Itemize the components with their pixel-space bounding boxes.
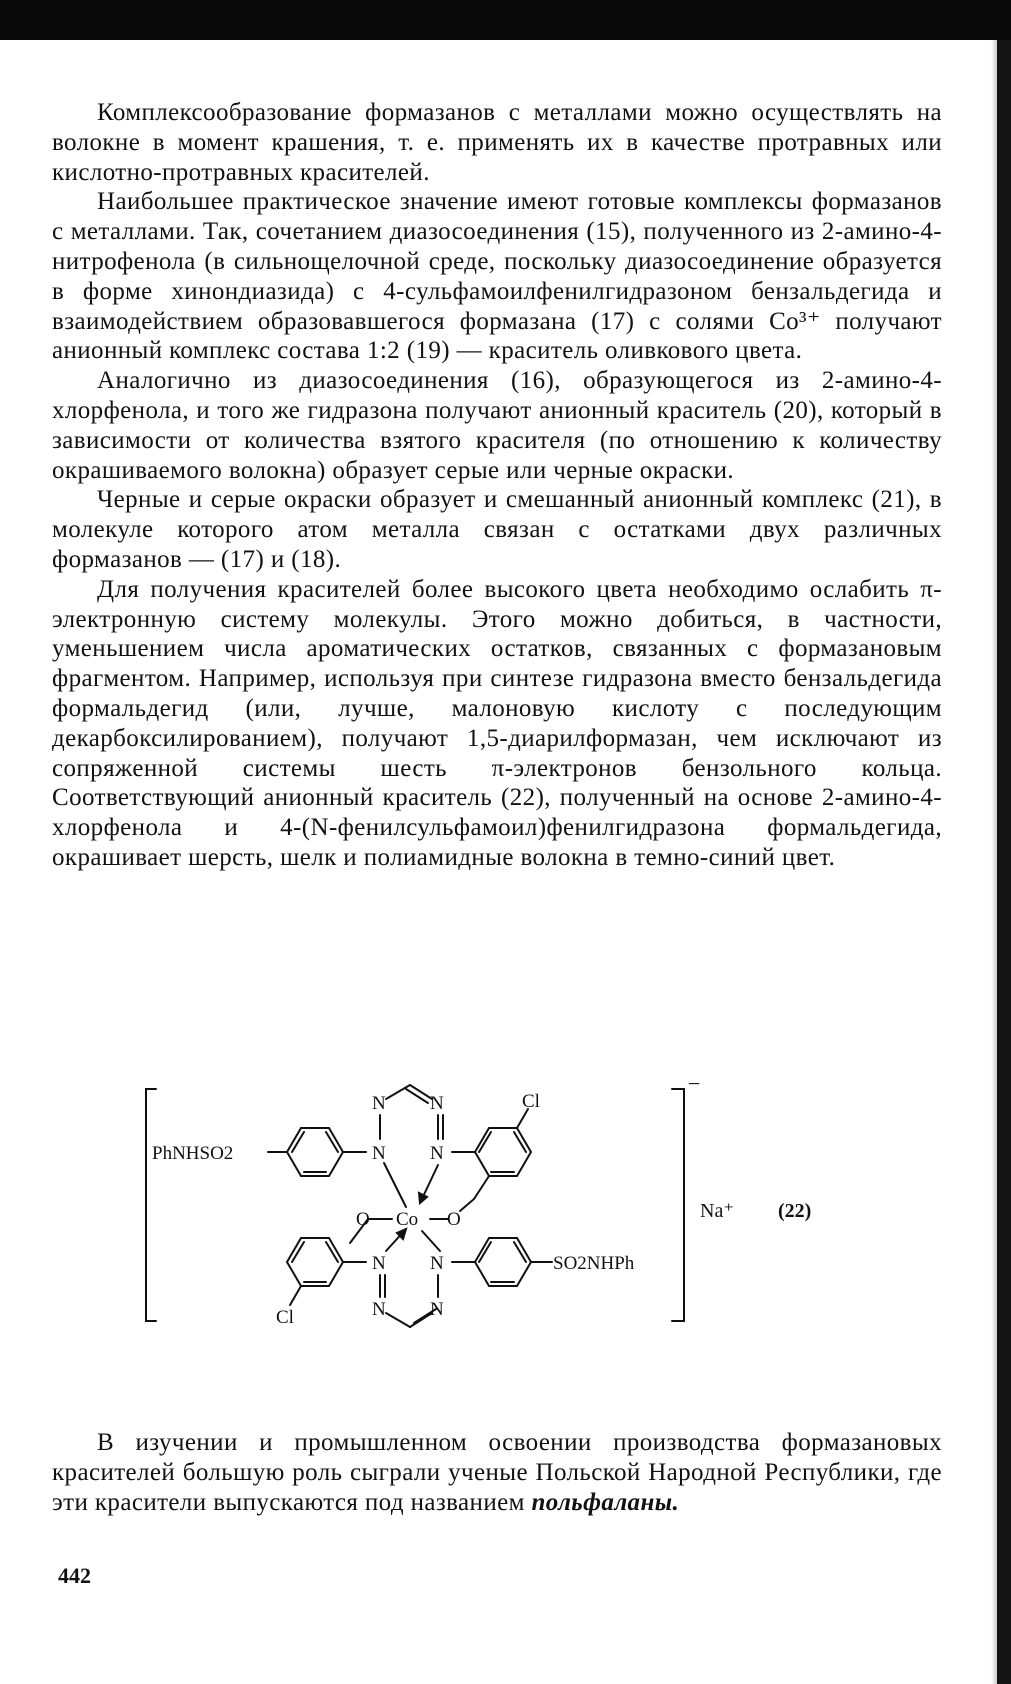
page-number: 442 bbox=[58, 1563, 91, 1588]
compound-number: (22) bbox=[778, 1200, 812, 1222]
scan-top-border bbox=[0, 0, 1011, 40]
nitrogen-2: N bbox=[430, 1093, 444, 1114]
right-bracket bbox=[672, 1089, 684, 1321]
benzene-bottom-left bbox=[287, 1238, 343, 1286]
left-substituent: PhNHSO2 bbox=[152, 1143, 234, 1164]
final-paragraph bbox=[52, 1428, 942, 1517]
left-bracket bbox=[146, 1089, 156, 1321]
paragraph-3: Аналогично из диазосоединения (16), образующегося из 2-амино-4-хлорфенола, и того же гидразона получают анионный краситель (20), который в зависимости от количества взятого красителя (по отношению к количеству окрашиваемого волокна) образует серые или черные окраски. bbox=[52, 367, 942, 484]
main-text bbox=[52, 98, 942, 873]
right-substituent: SO2NHPh bbox=[553, 1253, 635, 1274]
paragraph-4: Черные и серые окраски образует и смешанный анионный комплекс (21), в молекуле которого атом металла связан с остатками двух различных формазанов — (17) и (18). bbox=[52, 486, 942, 573]
benzene-top-left bbox=[287, 1128, 343, 1176]
benzene-bottom-right bbox=[475, 1238, 531, 1286]
charge-sign: − bbox=[688, 1075, 701, 1096]
nitrogen-4: N bbox=[430, 1143, 444, 1164]
nitrogen-1: N bbox=[372, 1093, 386, 1114]
nitrogen-3: N bbox=[372, 1143, 386, 1164]
paragraph-2: Наибольшее практическое значение имеют готовые комплексы формазанов с металлами. Так, сочетанием диазосоединения (15), полученного из 2-амино-4-нитрофенола (в сильнощелочной среде, поскольку диазосоединение образуется в форме хинондиазида) с 4-сульфамоилфенилгидразоном бензальдегида и взаимодействием образовавшегося формазана (17) с солями Co³⁺ получают анионный комплекс состава 1:2 (19) — краситель оливкового цвета. bbox=[52, 188, 942, 365]
paragraph-1: Комплексообразование формазанов с металлами можно осуществлять на волокне в момент крашения, т. е. применять их в качестве протравных или кислотно-протравных красителей. bbox=[52, 99, 942, 186]
final-paragraph-italic: польфаланы. bbox=[531, 1488, 680, 1516]
final-paragraph-text: В изучении и промышленном освоении производства формазановых красителей большую роль сыграли ученые Польской Народной Республики, где эти красители выпускаются под названием bbox=[52, 1429, 942, 1516]
chloro-bottom: Cl bbox=[276, 1307, 294, 1328]
nitrogen-7: N bbox=[372, 1299, 386, 1320]
oxygen-left: O bbox=[356, 1209, 370, 1230]
counterion: Na⁺ bbox=[700, 1200, 734, 1222]
scan-right-border bbox=[997, 40, 1011, 1684]
structure-svg bbox=[110, 1075, 910, 1335]
benzene-top-right bbox=[475, 1128, 531, 1176]
nitrogen-8: N bbox=[430, 1299, 444, 1320]
structure-diagram-22 bbox=[110, 1075, 910, 1335]
nitrogen-5: N bbox=[372, 1253, 386, 1274]
chloro-top: Cl bbox=[522, 1091, 540, 1112]
paragraph-5: Для получения красителей более высокого цвета необходимо ослабить π-электронную систему молекулы. Этого можно добиться, в частности, уменьшением числа ароматических остатков, связанных с формазановым фрагментом. Например, используя при синтезе гидразона вместо бензальдегида формальдегид (или, лучше, малоновую кислоту с последующим декарбоксилированием), получают 1,5-диарилформазан, чем исключают из сопряженной системы шесть π-электронов бензольного кольца. Соответствующий анионный краситель (22), полученный на основе 2-амино-4-хлорфенола и 4-(N-фенилсульфамоил)фенилгидразона формальдегида, окрашивает шерсть, шелк и полиамидные волокна в темно-синий цвет. bbox=[52, 575, 942, 871]
oxygen-right: O bbox=[447, 1209, 461, 1230]
cobalt-atom: Co bbox=[396, 1209, 419, 1230]
nitrogen-6: N bbox=[430, 1253, 444, 1274]
